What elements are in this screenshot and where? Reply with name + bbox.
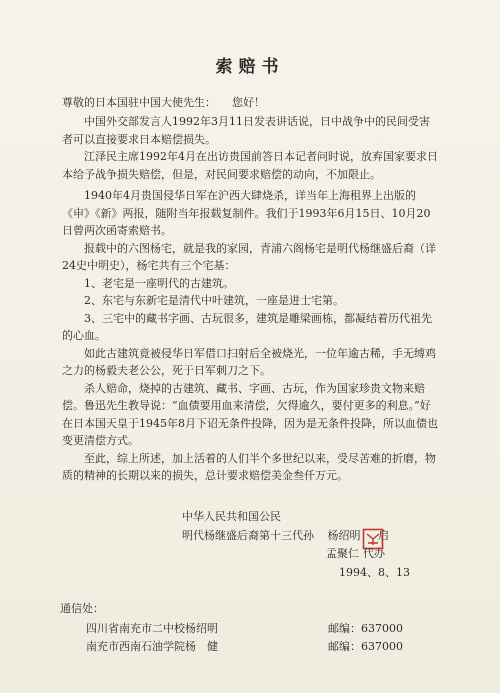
proxy-name: 孟聚仁 [326,547,359,560]
paragraph: 1、老宅是一座明代的古建筑。 [84,276,234,290]
signature-proxy [326,545,385,561]
signature-qi: 启 [378,529,389,542]
salutation-recipient: 尊敬的日本国驻中国大使先生： [62,96,216,109]
paragraph: 报载中的六图杨宅，就是我的家园，青浦六阁杨宅是明代杨继盛后裔（详24史中明史），杨宅共有三个宅基： [62,241,436,272]
contact-label: 通信处： [60,602,104,615]
letter-body [62,113,438,485]
paragraph: 3、三宅中的藏书字画、古玩很多，建筑是雕梁画栋，都凝结着历代祖先的心血。 [62,311,432,342]
proxy-suffix: 代办 [363,547,385,560]
letter-title: 索赔书 [215,57,285,77]
paragraph: 中国外交部发言人1992年3月11日发表讲话说，日中战争中的民间受害者可以直接要求日本赔偿损失。 [62,115,430,146]
contact-address: 南充市西南石油学院杨 健 [86,640,218,653]
contact-postcode: 邮编：637000 [328,622,403,635]
paragraph: 杀人赔命，烧掉的古建筑、藏书、字画、古玩，作为国家珍贵文物来赔偿。鲁迅先生教导说：“血债要用血来清偿，欠得逾久，要付更多的利息。”好在日本国天皇于1945年8月下诏无条件投降，因为是无条件投降，所以血债也变更清偿方式。 [62,381,438,447]
contact-postcode: 邮编：637000 [328,640,403,653]
contact-address: 四川省南充市二中校杨绍明 [86,622,218,635]
signature-date: 1994、8、13 [339,566,410,579]
paragraph: 如此古建筑竟被侵华日军借口扫射后全被烧光，一位年逾古稀，手无缚鸡之力的杨毅夫老公公，死于日军刺刀之下。 [62,346,436,377]
signature-name: 杨绍明 [327,529,361,542]
signature-nationality: 中华人民共和国公民 [182,510,281,523]
signature-descendant [182,527,389,543]
paragraph: 至此，综上所述，加上活着的人们半个多世纪以来，受尽苦难的折磨，物质的精神的长期以来的损失，总计要求赔偿美金叁仟万元。 [62,451,436,482]
salutation [62,94,265,110]
paragraph: 2、东宅与东新宅是清代中叶建筑，一座是进士宅第。 [84,294,344,307]
paragraph: 1940年4月贵国侵华日军在沪西大肆烧杀，详当年上海租界上出版的《申》《新》两报，随附当年报载复制件。我们于1993年6月15日、10月20日曾两次函寄索赔书。 [62,189,431,237]
salutation-greeting: 您好！ [232,96,265,109]
paragraph: 江泽民主席1992年4月在出访贵国前答日本记者问时说，放弃国家要求日本给予战争损失赔偿，但是，对民间要求赔偿的动向，不加限止。 [62,150,438,181]
signature-lineage: 明代杨继盛后裔第十三代孙 [182,529,314,542]
